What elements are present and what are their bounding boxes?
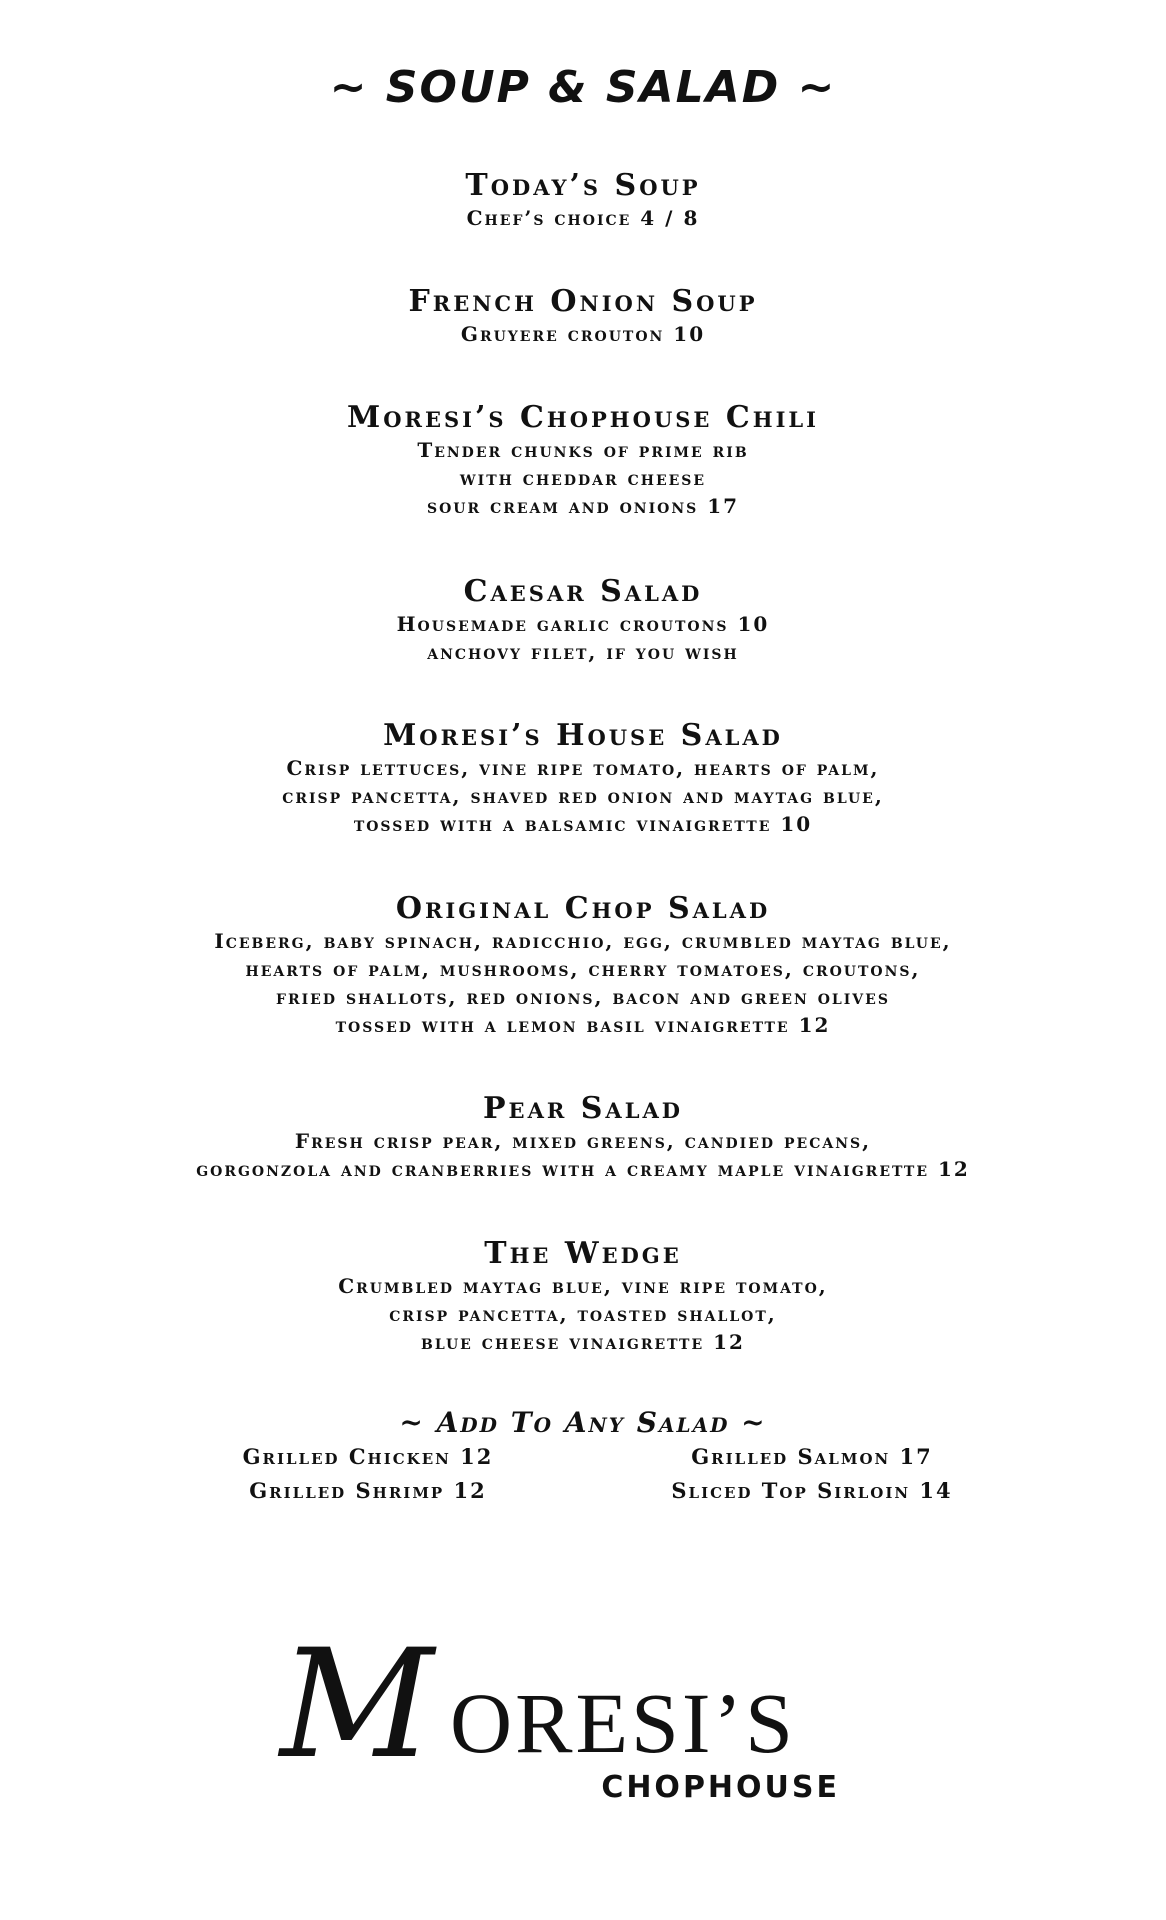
addon-heading: ~ Add To Any Salad ~ <box>399 1406 767 1439</box>
logo-subtitle: CHOPHOUSE <box>601 1770 840 1805</box>
item-description: crisp pancetta, shaved red onion and maytag blue, <box>282 784 884 808</box>
menu-item <box>0 891 1166 1039</box>
logo-initial: M <box>280 1618 437 1792</box>
addon-column-right <box>602 1440 1022 1508</box>
menu-item <box>0 168 1166 232</box>
restaurant-logo <box>280 1618 840 1820</box>
logo-name: ORESI’S <box>450 1675 796 1771</box>
item-name: Caesar Salad <box>463 574 703 609</box>
item-description: Chef’s choice 4 / 8 <box>466 206 700 230</box>
item-description: fried shallots, red onions, bacon and green olives <box>276 985 890 1009</box>
menu-item <box>0 1236 1166 1356</box>
item-description: sour cream and onions 17 <box>426 494 740 518</box>
item-description: anchovy filet, if you wish <box>427 640 739 664</box>
item-description: tossed with a lemon basil vinaigrette 12 <box>335 1013 831 1037</box>
item-description: tossed with a balsamic vinaigrette 10 <box>353 812 813 836</box>
item-description: Crisp lettuces, vine ripe tomato, hearts of palm, <box>286 756 880 780</box>
addon-column-left <box>158 1440 578 1508</box>
item-name: Pear Salad <box>483 1091 683 1126</box>
item-description: Housemade garlic croutons 10 <box>396 612 770 636</box>
menu-item <box>0 718 1166 838</box>
menu-title: ~ SOUP & SALAD ~ <box>329 62 837 113</box>
menu-item <box>0 284 1166 348</box>
item-description: Fresh crisp pear, mixed greens, candied pecans, <box>294 1129 872 1153</box>
menu-item <box>0 1091 1166 1183</box>
addon-item: Grilled Salmon 17 <box>691 1444 933 1469</box>
item-description: crisp pancetta, toasted shallot, <box>389 1302 777 1326</box>
addon-item: Sliced Top Sirloin 14 <box>671 1478 953 1503</box>
item-description: Crumbled maytag blue, vine ripe tomato, <box>338 1274 828 1298</box>
item-name: French Onion Soup <box>408 284 758 319</box>
item-name: Original Chop Salad <box>395 891 771 926</box>
item-description: Tender chunks of prime rib <box>417 438 749 462</box>
item-name: Today’s Soup <box>465 168 701 203</box>
item-description: Gruyere crouton 10 <box>460 322 706 346</box>
menu-item <box>0 574 1166 666</box>
addon-item: Grilled Chicken 12 <box>242 1444 494 1469</box>
item-name: Moresi’s Chophouse Chili <box>347 400 819 435</box>
item-name: The Wedge <box>484 1236 682 1271</box>
item-description: gorgonzola and cranberries with a creamy maple vinaigrette 12 <box>196 1157 970 1181</box>
item-description: blue cheese vinaigrette 12 <box>421 1330 745 1354</box>
item-description: Iceberg, baby spinach, radicchio, egg, crumbled maytag blue, <box>214 929 952 953</box>
item-name: Moresi’s House Salad <box>383 718 783 753</box>
addon-item: Grilled Shrimp 12 <box>249 1478 487 1503</box>
menu-item <box>0 400 1166 520</box>
item-description: with cheddar cheese <box>459 466 707 490</box>
item-description: hearts of palm, mushrooms, cherry tomatoes, croutons, <box>245 957 921 981</box>
